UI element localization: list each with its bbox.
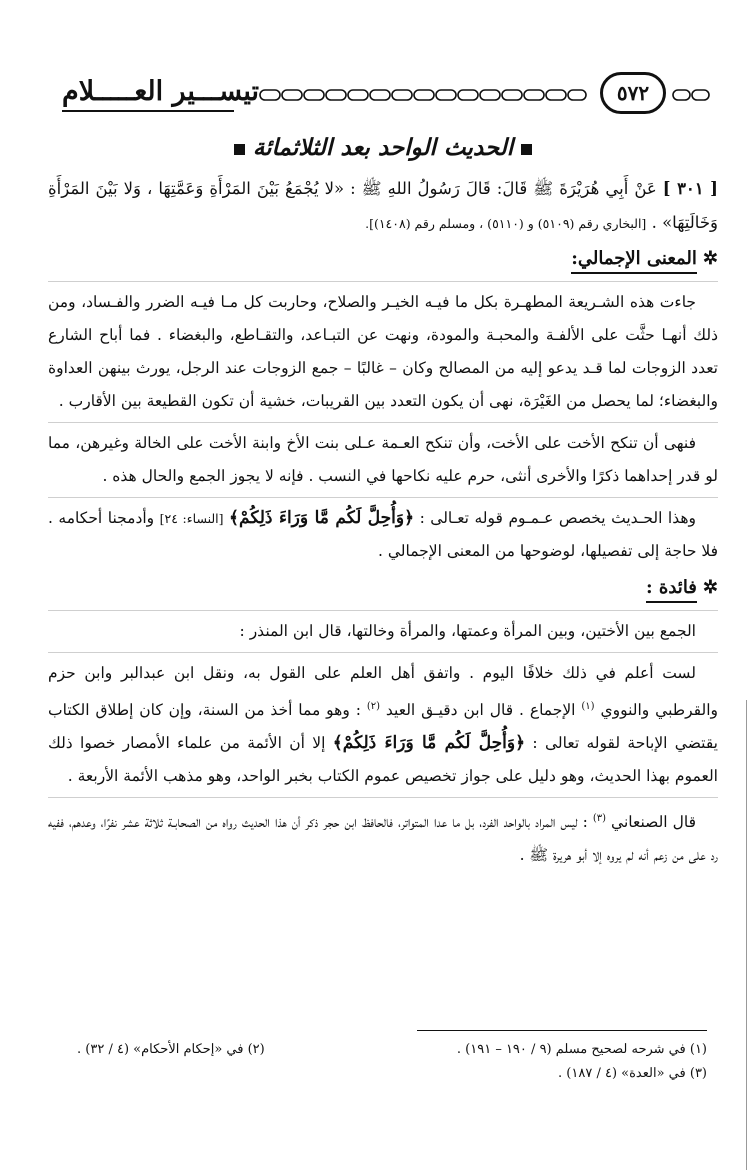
hadith-number: [ ٣٠١ ]: [662, 179, 718, 198]
section-heading-text: فائدة :: [646, 575, 697, 603]
quran-verse: ﴿وَأُحِلَّ لَكُم مَّا وَرَاءَ ذَلِكُمْ﴾: [229, 508, 415, 528]
quran-verse: ﴿وَأُحِلَّ لَكُم مَّا وَرَاءَ ذَلِكُمْ﴾: [332, 733, 526, 754]
divider: [48, 797, 718, 798]
title-underline: [62, 110, 234, 112]
footnote-ref[interactable]: (٢): [366, 701, 381, 712]
divider: [48, 422, 718, 423]
decorative-chain-icon: [258, 88, 588, 102]
verse-reference: [النساء: ٢٤]: [159, 511, 224, 526]
paragraph-verse: [48, 502, 718, 568]
section-heading-summary: [48, 243, 718, 275]
paragraph: جاءت هذه الشـريعة المطهـرة بكل ما فيـه الخيـر والصلاح، وحاربت كل مـا فيـه الضرر والفـساد، ومن ذلك أنهـا حثَّت على الألفـة والمحبـة والمودة، ونهت عن التبـاعد، والتقـاطع، والبغضاء . فما أباح الشارع تعدد الزوجات لما قـد يدعو إليه من المصالح وكان – غالبًا – جمع الزوجات عند الرجل، يورث بينهن العداوة والبغضاء؛ لما يحصل من الغَيْرَة، نهى أن يكون التعدد بين القريبات، خشية أن تكون القطيعة بين الأقارب .: [48, 293, 718, 410]
footnote-row: [37, 1038, 707, 1062]
text-segment: إلا أن الأئمة من علماء الأمصار خصوا ذلك العموم بهذا الحديث، وهو دليل على جواز تخصيص عموم الكتاب بخبر الواحد، وهو مذهب الأئمة الأربعة .: [48, 734, 718, 786]
main-content: [48, 128, 718, 876]
divider: [48, 652, 718, 653]
text-segment: : ليس المراد بالواحد الفرد، بل ما عدا المتواتر، فالحافظ ابن حجر ذكر أن هذا الحديث رواه من الصحابـة ثلاثة عشر نفرًا، وعدهم، ففيه رد على من زعم أنه لم يروه إلا أبو هريرة ﷺ .: [48, 813, 718, 865]
paragraph: الجمع بين الأختين، وبين المرأة وعمتها، والمرأة وخالتها، قال ابن المنذر :: [239, 622, 696, 640]
footnote-divider: [417, 1030, 707, 1031]
page-number-badge: ٥٧٢: [600, 72, 666, 114]
square-bullet-icon: [234, 144, 245, 155]
asterism-icon: ✲: [702, 248, 718, 269]
hadith-body: عَنْ أَبِي هُرَيْرَةَ ﷺ قَالَ: قَالَ رَسُولُ اللهِ ﷺ : «لا يُجْمَعُ بَيْنَ المَرْأَةِ وَعَمَّتِهَا ، وَلا بَيْنَ المَرْأَةِ وَخَالَتِهَا» .: [48, 179, 718, 232]
footnotes: [37, 1038, 707, 1086]
text-segment: قال الصنعاني: [611, 813, 697, 832]
text-segment: : وهو مما أخذ من السنة، وإن كان إطلاق الكتاب يقتضي الإباحة لقوله تعالى :: [48, 701, 718, 753]
hadith-text: [48, 172, 718, 241]
divider: [48, 281, 718, 282]
book-title: تيســـير العـــــلام: [62, 76, 260, 107]
verse-intro: وهذا الحـديث يخصص عـمـوم قوله تعـالى :: [419, 509, 696, 527]
decorative-chain-icon: [672, 88, 710, 102]
paragraph-sanani: [48, 802, 718, 872]
divider: [48, 497, 718, 498]
footnote: (٢) في «إحكام الأحكام» (٤ / ٣٢) .: [77, 1042, 265, 1057]
footnote: (١) في شرحه لصحيح مسلم (٩ / ١٩٠ – ١٩١) .: [456, 1042, 707, 1057]
page-edge-line: [746, 700, 747, 1170]
footnote: (٣) في «العدة» (٤ / ١٨٧) .: [558, 1066, 707, 1081]
text-segment: الإجماع . قال ابن دقيـق العيد: [385, 701, 576, 720]
section-heading-text: المعنى الإجمالي:: [571, 246, 697, 274]
section-heading-benefit: [48, 572, 718, 604]
text-segment: لست أعلم في ذلك خلافًا اليوم . واتفق أهل العلم على القول به، ونقل ابن عبدالبر وابن حزم والقرطبي والنووي: [48, 664, 718, 720]
footnote-ref[interactable]: (١): [581, 701, 595, 712]
hadith-source: [البخاري رقم (٥١٠٩) و (٥١١٠) ، ومسلم رقم (١٤٠٨)].: [365, 216, 647, 231]
verse-outro: وأدمجنا أحكامه . فلا حاجة إلى تفصيلها، لوضوحها من المعنى الإجمالي .: [48, 509, 718, 560]
square-bullet-icon: [521, 144, 532, 155]
divider: [48, 610, 718, 611]
paragraph-consensus: [48, 657, 718, 793]
running-header: [62, 72, 712, 122]
footnote-ref[interactable]: (٣): [592, 813, 607, 825]
asterism-icon: ✲: [702, 577, 718, 598]
hadith-title-text: الحديث الواحد بعد الثلاثمائة: [252, 134, 514, 161]
hadith-title: [48, 128, 718, 168]
paragraph: فنهى أن تنكح الأخت على الأخت، وأن تنكح العـمة عـلى بنت الأخ وابنة الأخت على الخالة وغيرهن، مما لو قدر إحداهما ذكرًا والأخرى أنثى، حرم عليه نكاحها في النسب . فإنه لا يجوز الجمع والحال هذه .: [48, 434, 718, 485]
footnote-row: [37, 1062, 707, 1086]
